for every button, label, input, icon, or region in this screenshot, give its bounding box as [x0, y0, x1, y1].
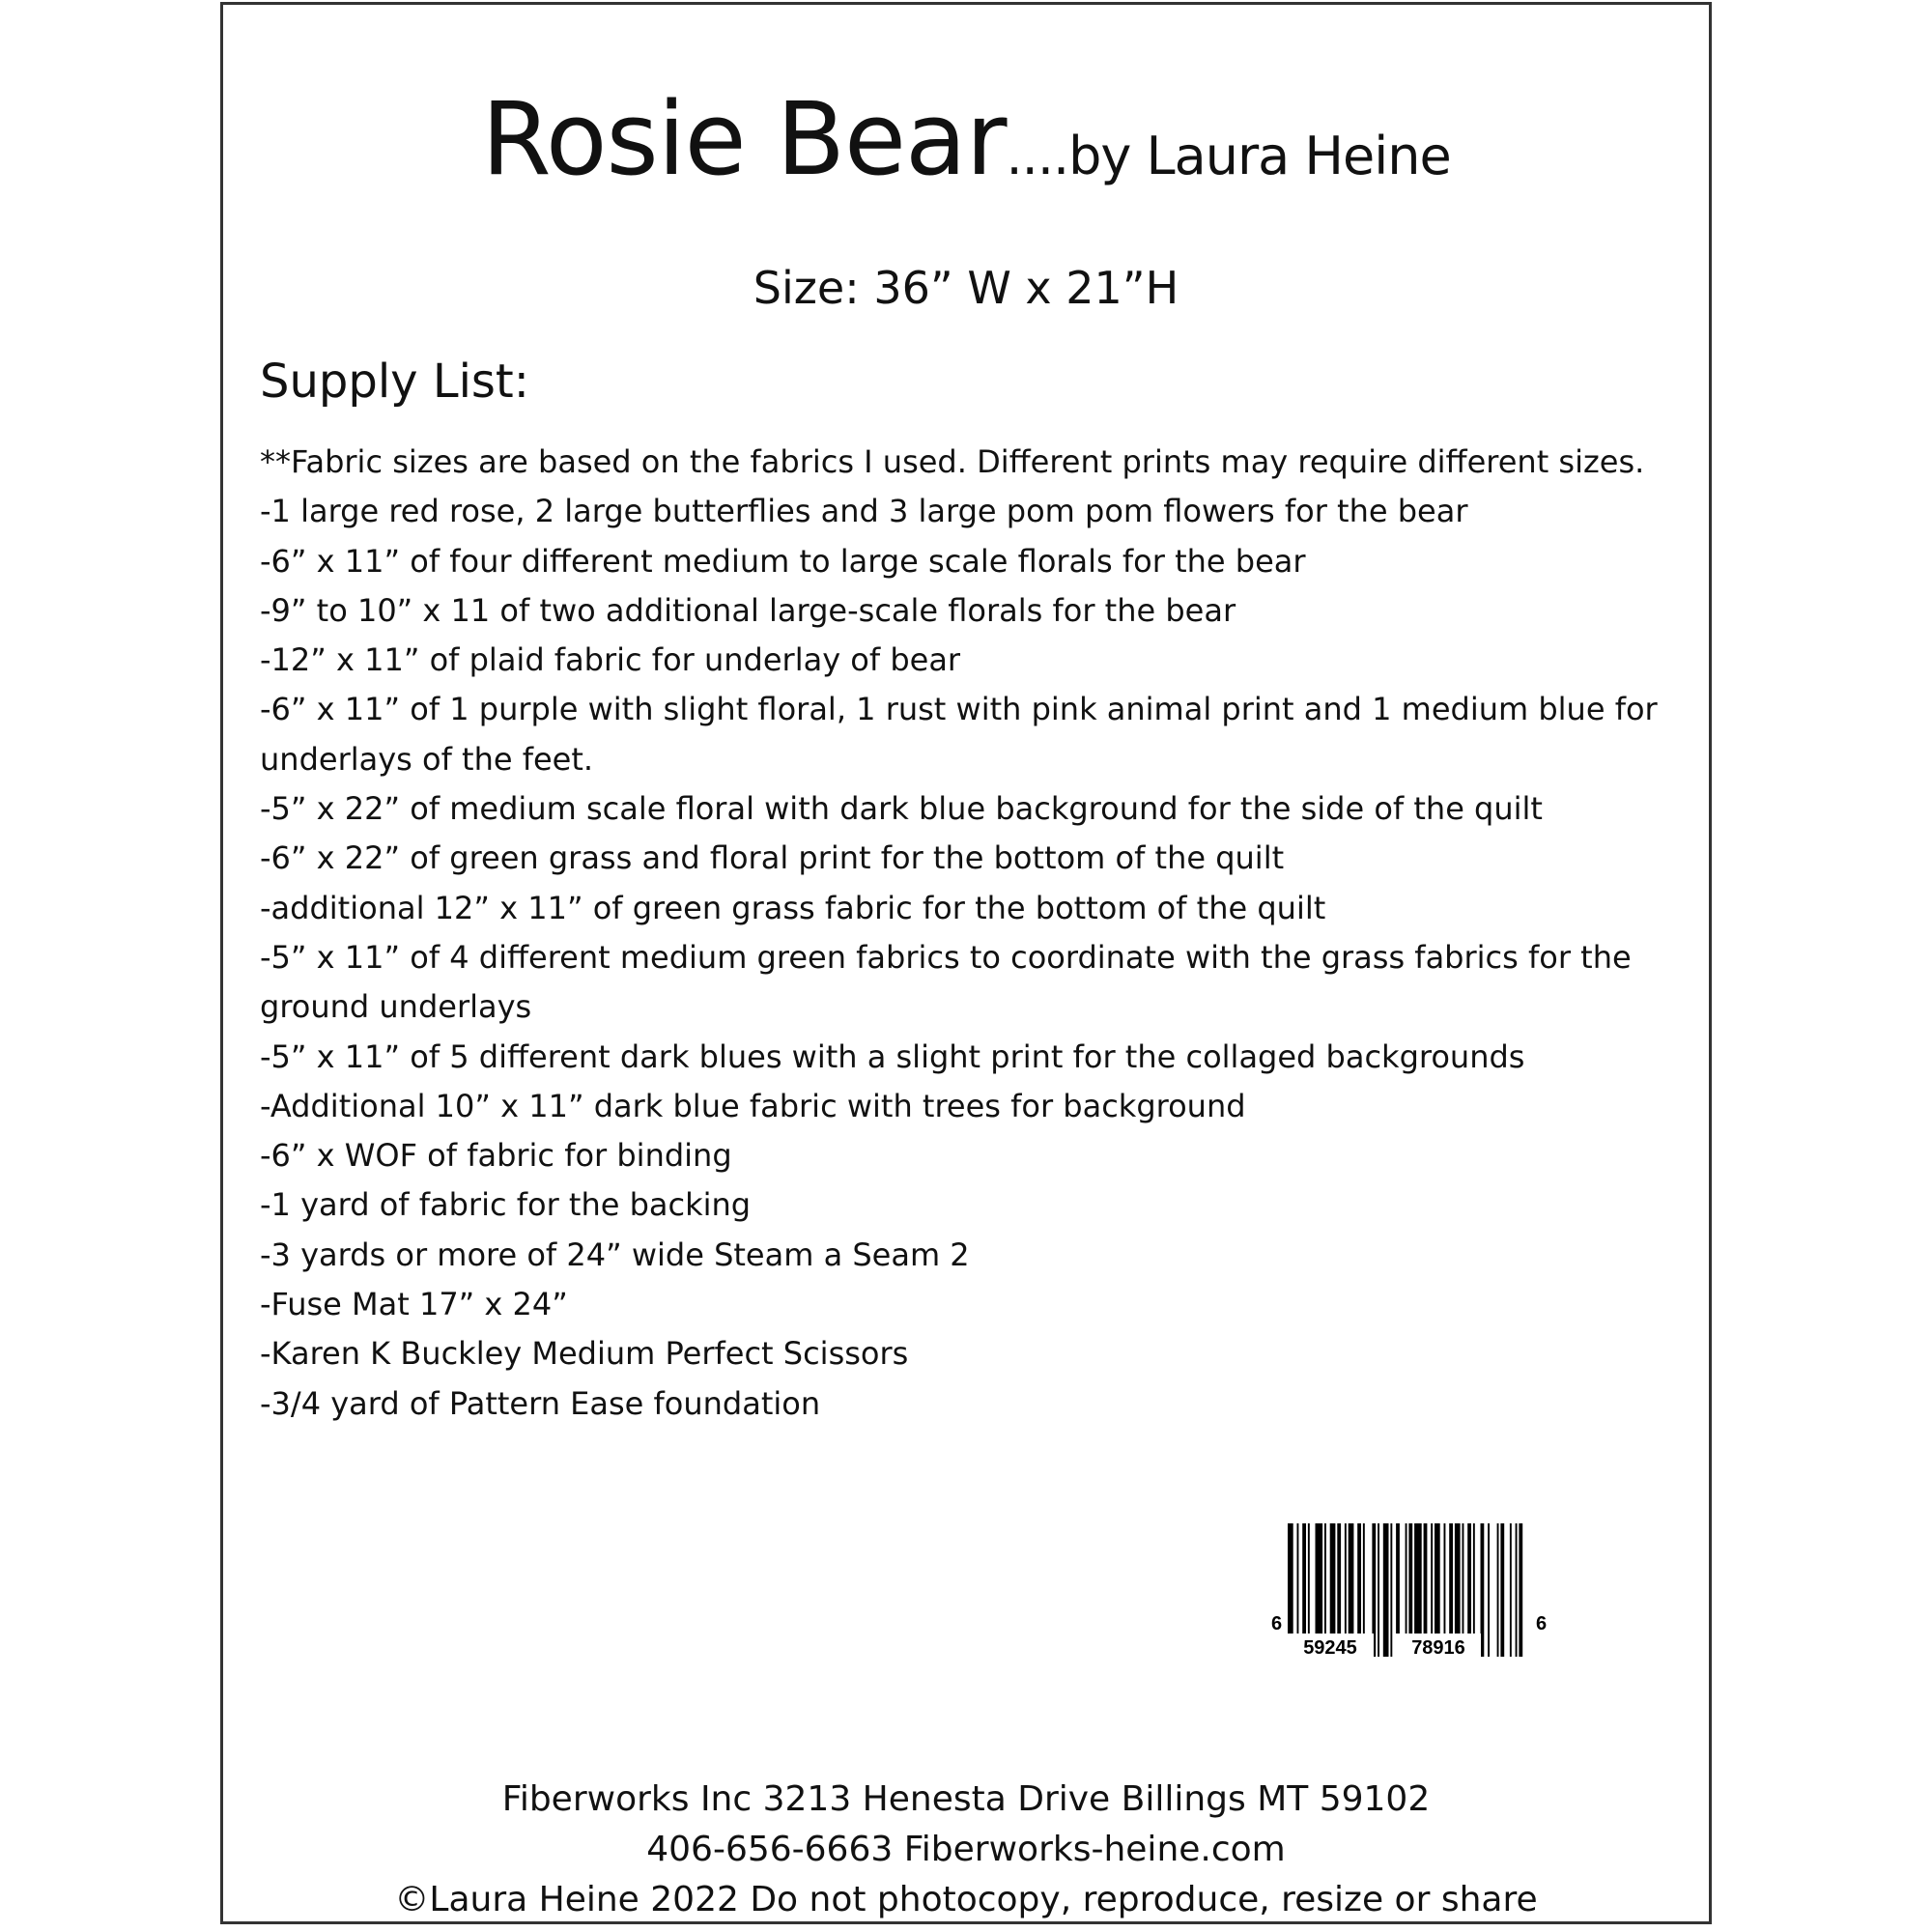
list-item: -12” x 11” of plaid fabric for underlay of bear: [260, 641, 961, 679]
list-item: -1 yard of fabric for the backing: [260, 1186, 752, 1224]
upc-barcode: [1271, 1520, 1551, 1664]
barcode-left-digit: 6: [1271, 1613, 1283, 1634]
list-item: -6” x 11” of four different medium to large scale florals for the bear: [260, 542, 1306, 580]
barcode-bar: [1510, 1523, 1512, 1657]
barcode-right-digit: 6: [1536, 1613, 1548, 1634]
copyright-notice: ©Laura Heine 2022 Do not photocopy, reproduce, resize or share: [394, 1880, 1538, 1919]
list-item: -1 large red rose, 2 large butterflies and 3 large pom pom flowers for the bear: [260, 493, 1468, 530]
barcode-bar: [1516, 1523, 1518, 1657]
list-item: -5” x 11” of 5 different dark blues with a slight print for the collaged backgrounds: [260, 1037, 1525, 1075]
supply-list-heading: Supply List:: [260, 355, 529, 409]
barcode-group-2: 78916: [1411, 1637, 1465, 1659]
list-item: -6” x WOF of fabric for binding: [260, 1137, 732, 1175]
barcode-bar: [1519, 1523, 1522, 1657]
barcode-bar: [1390, 1523, 1392, 1657]
barcode-bar: [1383, 1523, 1389, 1657]
supply-list: [260, 438, 1670, 1429]
title-author: ....by Laura Heine: [1006, 126, 1451, 186]
publisher-address: Fiberworks Inc 3213 Henesta Drive Billings MT 59102: [501, 1779, 1431, 1819]
list-item: -9” to 10” x 11 of two additional large-scale florals for the bear: [260, 591, 1236, 629]
barcode-bar: [1488, 1523, 1490, 1657]
page-title: [223, 80, 1709, 198]
list-item: -additional 12” x 11” of green grass fabric for the bottom of the quilt: [260, 889, 1326, 926]
finished-size: Size: 36” W x 21”H: [753, 262, 1179, 314]
list-item: -5” x 11” of 4 different medium green fabrics to coordinate with the grass fabrics for the ground underlays: [260, 938, 1632, 1026]
list-item: -Karen K Buckley Medium Perfect Scissors: [260, 1335, 909, 1373]
list-item: -3 yards or more of 24” wide Steam a Seam 2: [260, 1236, 970, 1273]
list-item: -5” x 22” of medium scale floral with dark blue background for the side of the quilt: [260, 790, 1543, 828]
publisher-footer: [223, 1775, 1709, 1925]
list-item: -6” x 22” of green grass and floral print for the bottom of the quilt: [260, 839, 1285, 877]
list-item: -Fuse Mat 17” x 24”: [260, 1286, 568, 1323]
publisher-contact: 406-656-6663 Fiberworks-heine.com: [646, 1830, 1286, 1869]
pattern-back-cover: [220, 2, 1712, 1924]
barcode-bar: [1378, 1523, 1379, 1657]
list-item: -3/4 yard of Pattern Ease foundation: [260, 1384, 821, 1422]
barcode-bar: [1497, 1523, 1499, 1657]
list-item: -6” x 11” of 1 purple with slight floral, 1 rust with pink animal print and 1 medium blue for underlays of the feet.: [260, 691, 1658, 778]
list-item: -Additional 10” x 11” dark blue fabric with trees for background: [260, 1087, 1246, 1124]
title-main: Rosie Bear: [481, 80, 1007, 198]
fabric-note: **Fabric sizes are based on the fabrics I used. Different prints may require different sizes.: [260, 443, 1645, 480]
barcode-bar: [1481, 1523, 1485, 1657]
barcode-bar: [1500, 1523, 1504, 1657]
barcode-group-1: 59245: [1303, 1637, 1357, 1659]
